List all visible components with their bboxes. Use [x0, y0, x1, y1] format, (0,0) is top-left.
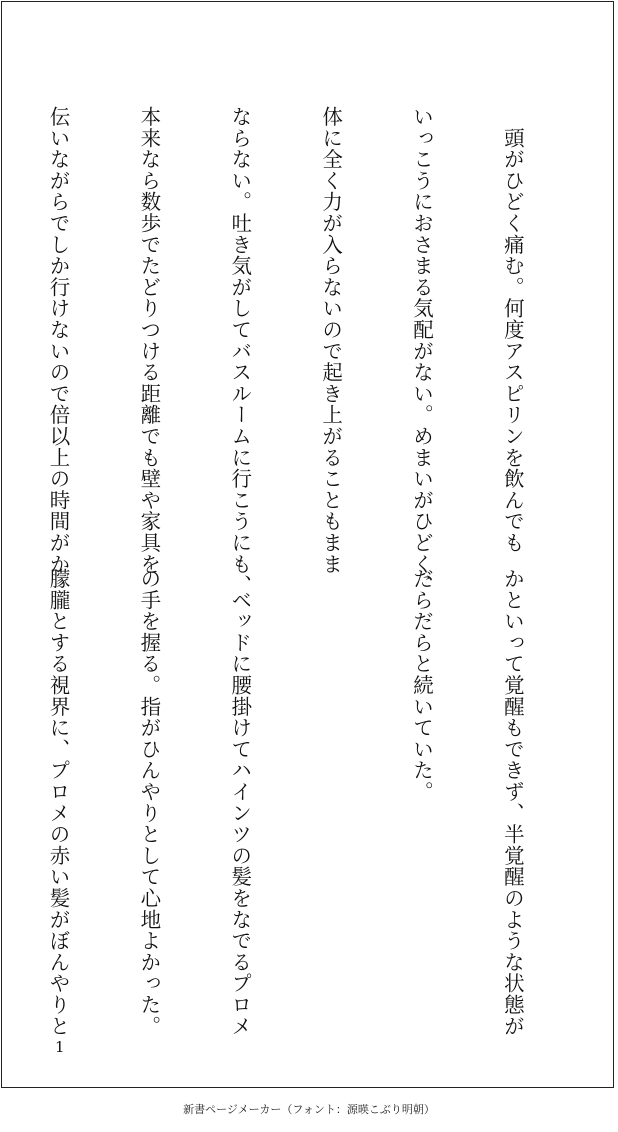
text-line: 朦朧とする視界に、プロメの赤い髪がぼんやりと [45, 568, 70, 1037]
text-line: 本来なら数歩でたどりつける距離でも壁や家具を [136, 106, 161, 575]
upper-text-block [32, 106, 588, 596]
lower-text-block [32, 568, 588, 1037]
text-line: ベッドに腰掛けてハインツの髪をなでるプロメ [227, 568, 252, 1037]
text-line: いっこうにおさまる気配がない。めまいがひどく、 [409, 106, 434, 596]
text-line: ならない。吐き気がしてバスルームに行こうにも、 [227, 106, 252, 596]
text-line: かといって覚醒もできず、半覚醒のような状態が [500, 568, 525, 1037]
blank-line [315, 568, 345, 988]
text-line: 頭がひどく痛む。何度アスピリンを飲んでも [500, 106, 525, 554]
text-line: 伝いながらでしか行けないので倍以上の時間がか [45, 106, 70, 575]
page-frame [1, 1, 614, 1088]
footer-caption: 新書ページメーカー（フォント：源暎こぶり明朝） [183, 1103, 435, 1116]
page-number: 1 [55, 1038, 65, 1056]
text-line: の手を握る。指がひんやりとして心地よかった。 [136, 568, 161, 1037]
text-line: 体に全く力が入らないので起き上がることもまま [318, 106, 343, 575]
text-line: だらだらと続いていた。 [409, 568, 434, 803]
